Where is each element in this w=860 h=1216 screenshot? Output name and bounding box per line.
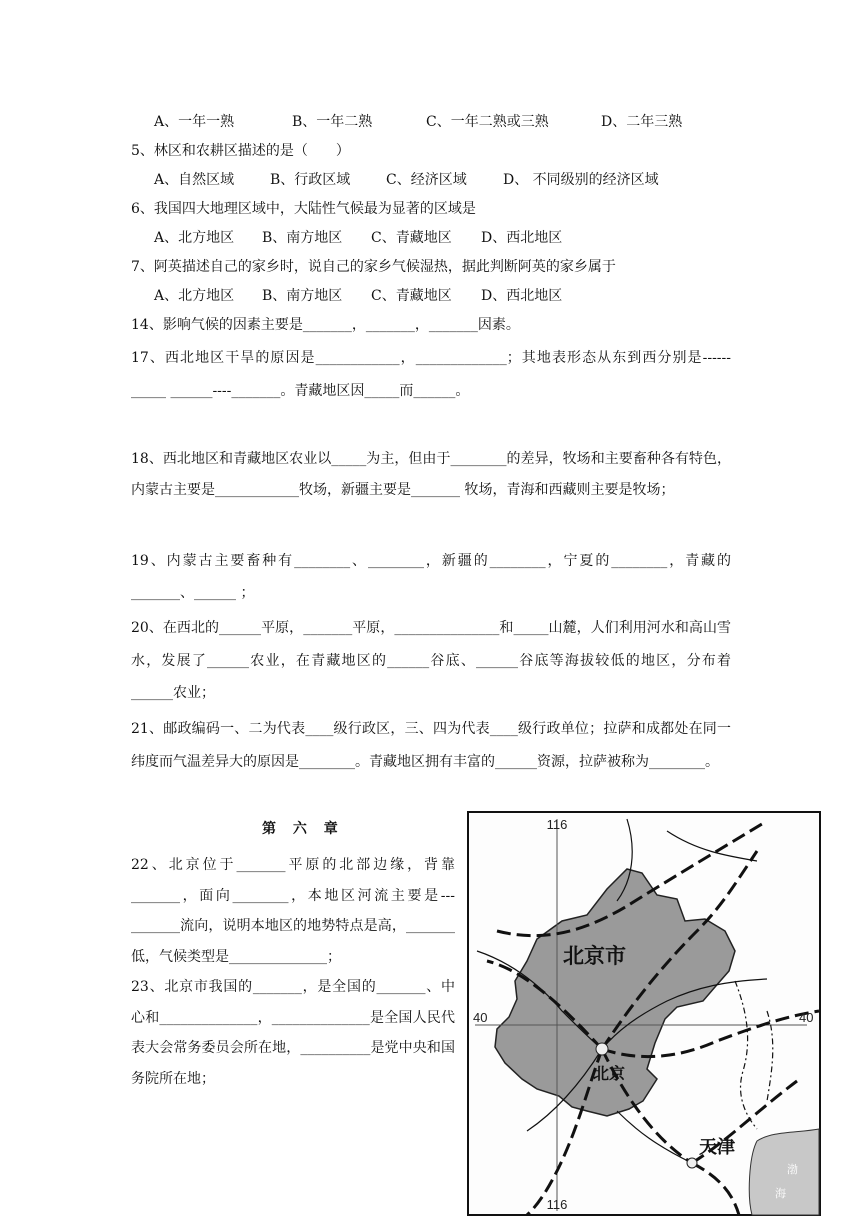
beijing-map [467, 811, 821, 1216]
beijing-city-dot [596, 1043, 608, 1055]
q5-option-c: C、经济区域 [386, 172, 467, 188]
q4-option-b: B、一年二熟 [292, 114, 373, 130]
q4-option-a: A、一年一熟 [154, 114, 235, 130]
lon-bottom-label: 116 [546, 1197, 568, 1212]
chapter-title: 第 六 章 [262, 821, 344, 837]
q18-text: 18、西北地区和青藏地区农业以_____为主，但由于________的差异，牧场和主要畜种各有特色，内蒙古主要是____________牧场，新疆主要是_______ 牧场，青海和西藏则主要是牧场； [131, 451, 731, 498]
q6-option-a: A、北方地区 [154, 230, 235, 246]
q19-text: 19、内蒙古主要畜种有________、________，新疆的________，宁夏的________，青藏的_______、______ ； [131, 553, 731, 601]
q4-option-c: C、一年二熟或三熟 [426, 114, 549, 130]
q6-option-c: C、青藏地区 [371, 230, 452, 246]
q7-option-d: D、西北地区 [481, 288, 563, 304]
q5-option-a: A、自然区域 [154, 172, 235, 188]
q7-stem: 7、阿英描述自己的家乡时，说自己的家乡气候湿热，据此判断阿英的家乡属于 [131, 259, 616, 275]
q20-text: 20、在西北的______平原，_______平原，_______________和_____山麓，人们利用河水和高山雪水，发展了______农业，在青藏地区的______谷底、______谷底等海拔较低的地区，分布着______农业； [131, 620, 731, 701]
q7-option-b: B、南方地区 [262, 288, 343, 304]
sea-label-1: 渤 [787, 1163, 798, 1176]
q7-option-a: A、北方地区 [154, 288, 235, 304]
q6-option-b: B、南方地区 [262, 230, 343, 246]
bohai-sea [749, 1129, 819, 1215]
lon-top-label: 116 [546, 817, 568, 832]
q5-stem: 5、林区和农耕区描述的是（ ） [131, 143, 350, 159]
q23-text: 23、北京市我国的_______，是全国的_______、中心和______________，______________是全国人民代表大会常务委员会所在地，__________是党中央和国务院所在地； [131, 979, 455, 1087]
tianjin-city-dot [687, 1158, 697, 1168]
q7-option-c: C、青藏地区 [371, 288, 452, 304]
q21-text: 21、邮政编码一、二为代表____级行政区，三、四为代表____级行政单位；拉萨和成都处在同一纬度而气温差异大的原因是________。青藏地区拥有丰富的______资源，拉萨被称为________。 [131, 721, 731, 770]
q5-option-b: B、行政区域 [270, 172, 351, 188]
q5-option-d: D、 不同级别的经济区域 [503, 172, 659, 188]
q4-option-d: D、二年三熟 [601, 114, 683, 130]
lat-left-label: 40 [473, 1010, 488, 1025]
sea-label-2: 海 [775, 1187, 786, 1200]
q22-text: 22、北京位于_______平原的北部边缘，背靠_______，面向________，本地区河流主要是---_______流向，说明本地区的地势特点是高，_______低，气候类型是______________； [131, 857, 455, 965]
tianjin-label: 天津 [699, 1137, 735, 1158]
lat-right-label: 40 [799, 1010, 814, 1025]
region-label: 北京市 [563, 944, 626, 968]
q6-stem: 6、我国四大地理区域中，大陆性气候最为显著的区域是 [131, 201, 476, 217]
q14-text: 14、影响气候的因素主要是_______，_______，_______因素。 [131, 317, 520, 333]
q17-text: 17、西北地区干旱的原因是____________，_____________；其地表形态从东到西分别是------_____ ______----_______。青藏地区因_____而______。 [131, 350, 731, 399]
city-label: 北京 [593, 1064, 626, 1083]
q6-option-d: D、西北地区 [481, 230, 563, 246]
